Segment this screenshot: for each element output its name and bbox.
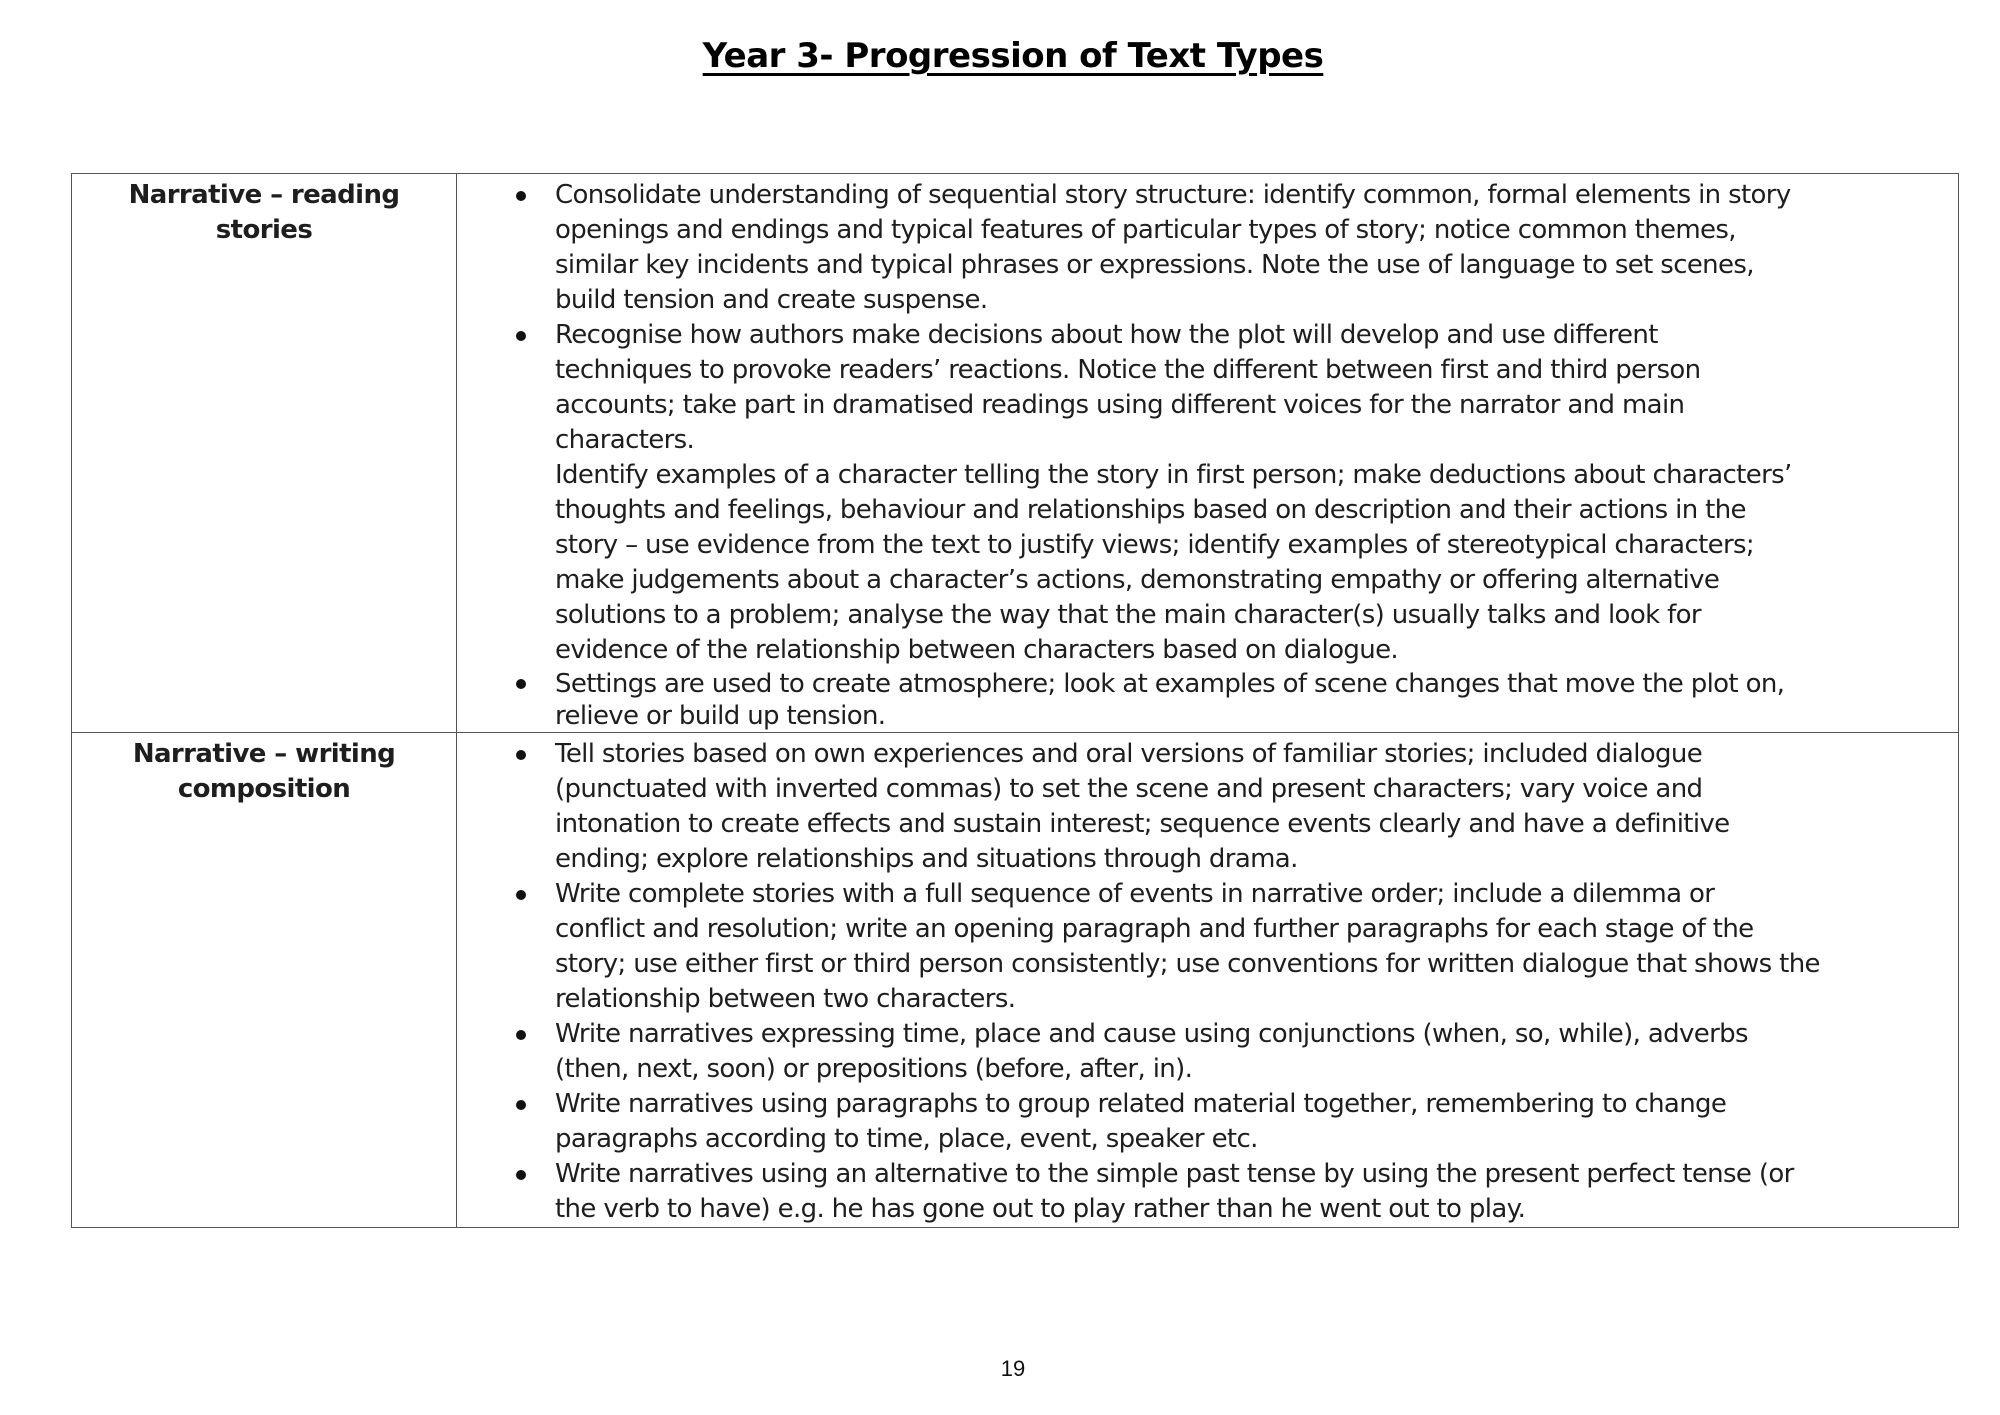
row-content bbox=[457, 174, 1959, 733]
page-title: Year 3- Progression of Text Types bbox=[702, 36, 1324, 76]
bullet-icon bbox=[516, 679, 526, 689]
bullet-list bbox=[457, 737, 1958, 1227]
list-item bbox=[457, 668, 1958, 732]
text-line: Consolidate understanding of sequential story structure: identify common, formal elements in story bbox=[555, 180, 1791, 210]
text-line: conflict and resolution; write an opening paragraph and further paragraphs for each stage of the bbox=[555, 914, 1754, 944]
list-item bbox=[457, 1017, 1958, 1087]
bullet-icon bbox=[516, 1100, 526, 1110]
bullet-list bbox=[457, 178, 1958, 732]
list-item bbox=[457, 178, 1958, 318]
list-item bbox=[457, 1087, 1958, 1157]
list-item bbox=[457, 1157, 1958, 1227]
text-line: paragraphs according to time, place, event, speaker etc. bbox=[555, 1124, 1258, 1154]
text-line: the verb to have) e.g. he has gone out to play rather than he went out to play. bbox=[555, 1194, 1526, 1224]
table-row-narrative-writing bbox=[72, 733, 1959, 1228]
row-content bbox=[457, 733, 1959, 1228]
text-line: characters. bbox=[555, 425, 695, 455]
bullet-icon bbox=[516, 1030, 526, 1040]
text-line: relationship between two characters. bbox=[555, 984, 1016, 1014]
text-line: Write narratives using an alternative to the simple past tense by using the present perfect tense (or bbox=[555, 1159, 1794, 1189]
text-line: relieve or build up tension. bbox=[555, 701, 886, 731]
row-label bbox=[72, 174, 457, 733]
text-line: Identify examples of a character telling the story in first person; make deductions about characters’ bbox=[555, 460, 1792, 490]
text-line: Settings are used to create atmosphere; look at examples of scene changes that move the plot on, bbox=[555, 669, 1785, 699]
text-line: accounts; take part in dramatised readings using different voices for the narrator and main bbox=[555, 390, 1685, 420]
row-label-line: composition bbox=[177, 774, 351, 804]
text-line: make judgements about a character’s actions, demonstrating empathy or offering alternative bbox=[555, 565, 1720, 595]
row-label bbox=[72, 733, 457, 1228]
bullet-icon bbox=[516, 750, 526, 760]
text-line: techniques to provoke readers’ reactions. Notice the different between first and third person bbox=[555, 355, 1701, 385]
list-item bbox=[457, 877, 1958, 1017]
text-line: thoughts and feelings, behaviour and relationships based on description and their actions in the bbox=[555, 495, 1746, 525]
text-line: solutions to a problem; analyse the way that the main character(s) usually talks and look for bbox=[555, 600, 1701, 630]
bullet-icon bbox=[516, 890, 526, 900]
table-row-narrative-reading bbox=[72, 174, 1959, 733]
text-line: Recognise how authors make decisions about how the plot will develop and use different bbox=[555, 320, 1658, 350]
text-line: Write narratives expressing time, place and cause using conjunctions (when, so, while), adverbs bbox=[555, 1019, 1748, 1049]
text-line: similar key incidents and typical phrases or expressions. Note the use of language to set scenes, bbox=[555, 250, 1754, 280]
text-line: intonation to create effects and sustain interest; sequence events clearly and have a definitive bbox=[555, 809, 1730, 839]
text-line: Write complete stories with a full sequence of events in narrative order; include a dilemma or bbox=[555, 879, 1715, 909]
text-line: (then, next, soon) or prepositions (before, after, in). bbox=[555, 1054, 1193, 1084]
text-line: evidence of the relationship between characters based on dialogue. bbox=[555, 635, 1399, 665]
row-label-line: stories bbox=[215, 215, 313, 245]
text-types-table bbox=[71, 173, 1959, 1228]
row-label-line: Narrative – reading bbox=[128, 180, 400, 210]
list-item bbox=[457, 318, 1958, 458]
text-line: story; use either first or third person consistently; use conventions for written dialogue that shows the bbox=[555, 949, 1820, 979]
text-line: build tension and create suspense. bbox=[555, 285, 988, 315]
text-line: story – use evidence from the text to justify views; identify examples of stereotypical characters; bbox=[555, 530, 1755, 560]
list-item-continuation bbox=[457, 458, 1958, 668]
text-line: openings and endings and typical features of particular types of story; notice common themes, bbox=[555, 215, 1736, 245]
bullet-icon bbox=[516, 191, 526, 201]
bullet-icon bbox=[516, 1170, 526, 1180]
page-number: 19 bbox=[1000, 1356, 1026, 1381]
bullet-icon bbox=[516, 331, 526, 341]
text-line: ending; explore relationships and situations through drama. bbox=[555, 844, 1298, 874]
text-line: Write narratives using paragraphs to group related material together, remembering to change bbox=[555, 1089, 1727, 1119]
text-line: (punctuated with inverted commas) to set the scene and present characters; vary voice and bbox=[555, 774, 1703, 804]
row-label-line: Narrative – writing bbox=[132, 739, 396, 769]
text-line: Tell stories based on own experiences and oral versions of familiar stories; included dialogue bbox=[555, 739, 1703, 769]
list-item bbox=[457, 737, 1958, 877]
